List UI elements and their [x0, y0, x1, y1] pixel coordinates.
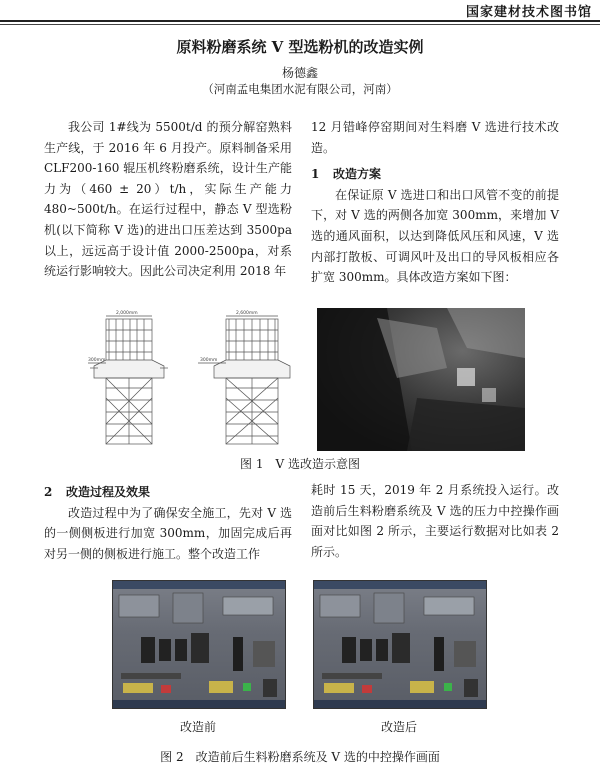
header-rule-thick: [0, 20, 600, 22]
v-separator-drawing: [86, 308, 300, 450]
section-2-left: [44, 480, 292, 564]
dim-side-left: 300mm: [88, 358, 106, 363]
figure-2-after-label: 改造后: [380, 720, 417, 734]
header-rule-thin: [0, 24, 600, 25]
figure-2-after-screen: [313, 580, 487, 709]
section-1-title: 改造方案: [333, 167, 382, 182]
figure-2-before-label: 改造前: [179, 720, 216, 734]
dim-top-right: 2,600mm: [236, 311, 258, 316]
dim-top-left: 2,000mm: [116, 311, 138, 316]
affiliation: （河南孟电集团水泥有限公司，河南）: [202, 82, 398, 96]
section-2-number: 2: [44, 485, 53, 499]
section-2-heading: [44, 482, 292, 503]
right-column-top: [311, 117, 559, 288]
left-column-intro: [44, 117, 292, 282]
figure-1-schematic: [86, 308, 300, 450]
section-2-continuation: 耗时 15 天，2019 年 2 月系统投入运行。改造前后生料粉磨系统及 V 选的压力中控操作画面对比如图 2 所示，主要运行数据对比如表 2 所示。: [311, 483, 559, 559]
section-2-paragraph: 改造过程中为了确保安全施工，先对 V 选的一侧侧板进行加宽 300mm，加固完成后再对另一侧的侧板进行施工。整个改造工作: [44, 505, 292, 561]
paper-title: 原料粉磨系统 V 型选粉机的改造实例: [176, 38, 424, 56]
figure-1-photo: [317, 308, 525, 451]
figure-2-caption: 图 2 改造前后生料粉磨系统及 V 选的中控操作画面: [160, 750, 440, 764]
section-1-number: 1: [311, 167, 320, 182]
dcs-screen-before: [113, 581, 285, 708]
section-2-title: 改造过程及效果: [66, 485, 151, 499]
intro-continuation: 12 月错峰停窑期间对生料磨 V 选进行技术改造。: [311, 120, 559, 155]
dim-side-right: 300mm: [200, 358, 218, 363]
section-1-heading: [311, 164, 559, 185]
journal-header: 国家建材技术图书馆: [465, 5, 592, 20]
section-2-right: [311, 480, 559, 562]
dcs-screen-after: [314, 581, 486, 708]
author: 杨德鑫: [281, 66, 318, 80]
figure-1-caption: 图 1 V 选改造示意图: [240, 457, 360, 471]
intro-paragraph: 我公司 1#线为 5500t/d 的预分解窑熟料生产线，于 2016 年 6 月投产。原料制备采用 CLF200-160 辊压机终粉磨系统，设计生产能力为（460 ± 20）t/h，实际生产能力 480~500t/h。在运行过程中，静态 V 型选粉机(以下简称 V 选)的进出口压差达到 3500pa 以上，远远高于设计值 2000-2500pa，对系统运行影响较大。因此公司决定利用 2018 年: [44, 120, 292, 279]
section-1-paragraph: 在保证原 V 选进口和出口风管不变的前提下，对 V 选的两侧各加宽 300mm，来增加 V 选的通风面积，以达到降低风压和风速，V 选内部打散板、可调风叶及出口的导风板相应各扩宽 300mm。具体改造方案如下图：: [311, 187, 559, 285]
photo-shapes: [317, 308, 525, 451]
figure-2-before-screen: [112, 580, 286, 709]
